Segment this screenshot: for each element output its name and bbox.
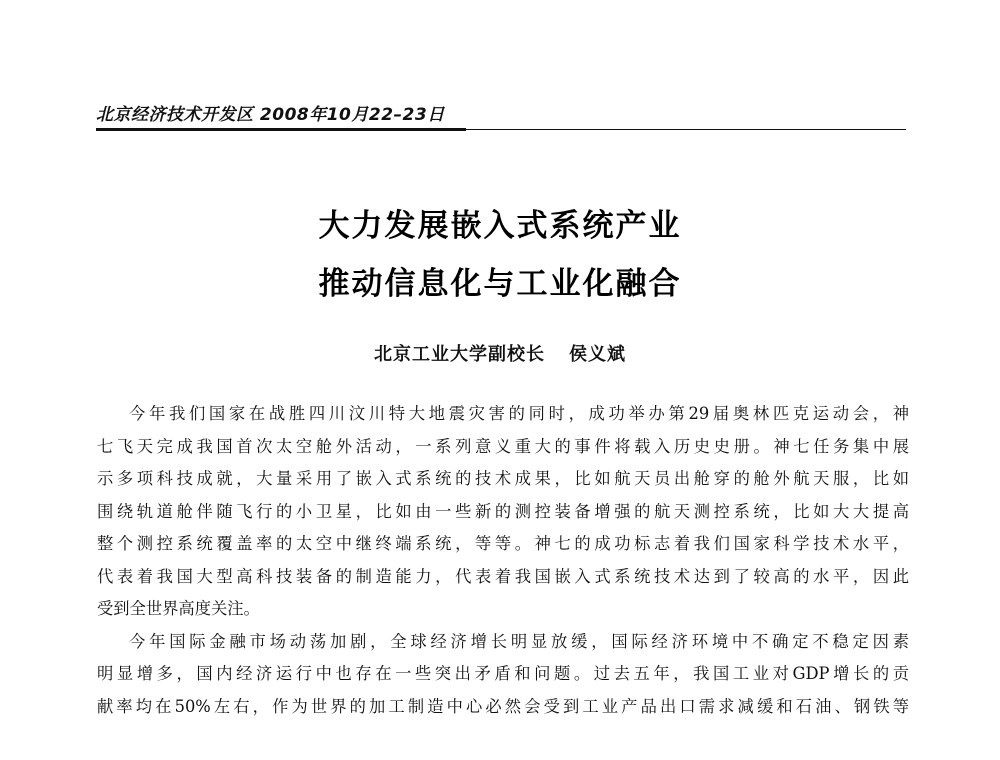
article-body xyxy=(97,398,909,723)
paragraph-2 xyxy=(97,626,909,724)
paragraph-line: 今年我们国家在战胜四川汶川特大地震灾害的同时，成功举办第29届奥林匹克运动会，神 xyxy=(129,404,909,423)
paragraph-line: 今年国际金融市场动荡加剧，全球经济增长明显放缓，国际经济环境中不确定不稳定因素 xyxy=(129,631,909,651)
paragraph-line: 七飞天完成我国首次太空舱外活动，一系列意义重大的事件将载入历史史册。神七任务集中展 xyxy=(97,436,909,456)
paragraph-1 xyxy=(97,398,909,626)
paragraph-line: 受到全世界高度关注。 xyxy=(97,599,260,618)
paragraph-line: 明显增多，国内经济运行中也存在一些突出矛盾和问题。过去五年，我国工业对GDP增长的贡 xyxy=(97,664,909,683)
paragraph-line: 整个测控系统覆盖率的太空中继终端系统，等等。神七的成功标志着我们国家科学技术水平， xyxy=(97,534,909,553)
paragraph-line: 代表着我国大型高科技装备的制造能力，代表着我国嵌入式系统技术达到了较高的水平，因此 xyxy=(97,566,909,586)
running-header: 北京经济技术开发区 2008年10月22–23日 xyxy=(96,105,445,125)
paragraph-line: 围绕轨道舱伴随飞行的小卫星，比如由一些新的测控装备增强的航天测控系统，比如大大提高 xyxy=(97,501,909,521)
article-title-line-2: 推动信息化与工业化融合 xyxy=(318,266,682,302)
article-title-line-1: 大力发展嵌入式系统产业 xyxy=(318,208,682,244)
author-line xyxy=(0,340,1000,366)
author-affiliation: 北京工业大学副校长 xyxy=(374,344,545,365)
author-name: 侯义斌 xyxy=(569,344,626,365)
paragraph-line: 示多项科技成就，大量采用了嵌入式系统的技术成果，比如航天员出舱穿的舱外航天服，比如 xyxy=(97,469,909,488)
paragraph-line: 献率均在50%左右，作为世界的加工制造中心必然会受到工业产品出口需求减缓和石油、钢铁等 xyxy=(97,696,909,716)
header-rule-thick xyxy=(96,128,466,131)
header-rule-thin xyxy=(466,129,906,130)
